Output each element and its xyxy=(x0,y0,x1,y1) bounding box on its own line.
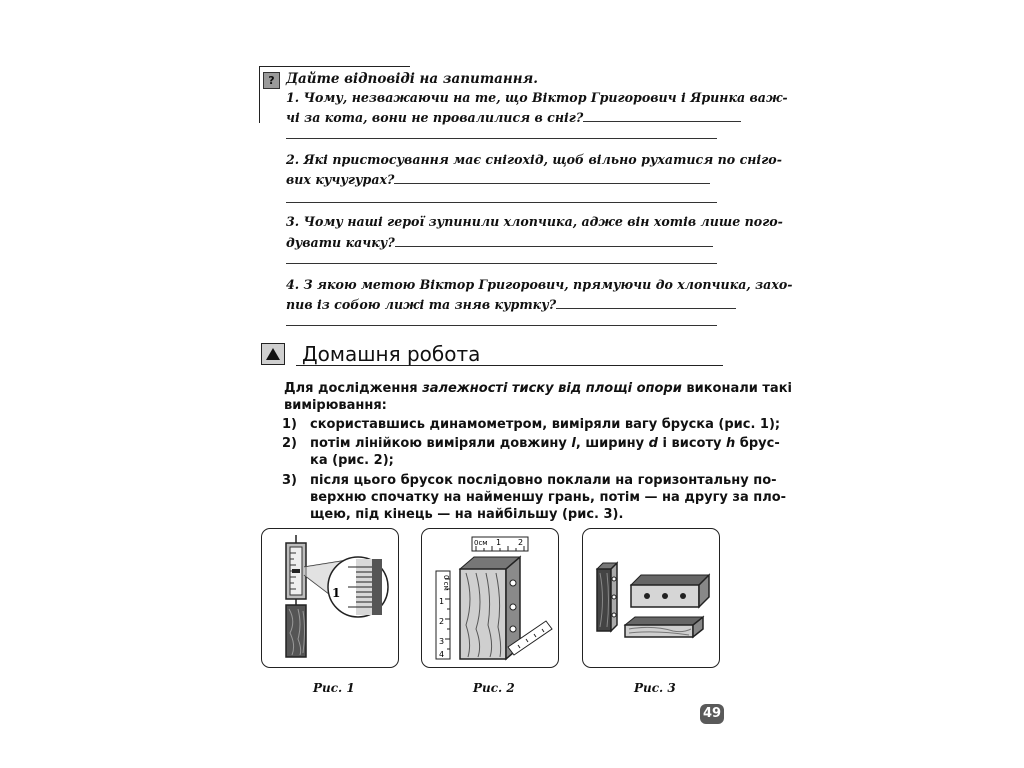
ruler-top-label: 1 xyxy=(496,538,502,547)
page-number-badge: 49 xyxy=(700,704,724,724)
figure-2-ruler-block xyxy=(421,528,559,668)
triangle-icon xyxy=(261,343,285,365)
answer-line[interactable] xyxy=(394,170,710,184)
dynamometer-illustration xyxy=(262,529,399,668)
question-4-line1: 4. З якою метою Віктор Григорович, прямуючи до хлопчика, захо- xyxy=(286,277,793,292)
ruler-block-illustration xyxy=(422,529,559,668)
homework-intro-line2: вимірювання: xyxy=(284,398,387,413)
ruler-left-label: 2 xyxy=(439,617,445,626)
homework-rule xyxy=(296,365,723,366)
ruler-left-label: 3 xyxy=(439,637,445,646)
answer-rule[interactable] xyxy=(286,325,717,326)
answer-rule[interactable] xyxy=(286,202,717,203)
answer-line[interactable] xyxy=(556,295,736,309)
question-2-line2: вих кучугурах? xyxy=(286,170,710,187)
step-1-text: скориставшись динамометром, виміряли вагу бруска (рис. 1); xyxy=(310,417,781,432)
ruler-top-label: 0см xyxy=(474,539,488,547)
question-1-line1: 1. Чому, незважаючи на те, що Віктор Григорович і Яринка важ- xyxy=(286,90,788,105)
step-3-text-line2: верхню спочатку на найменшу грань, потім — на другу за пло- xyxy=(310,490,787,505)
step-3-text-line3: щею, під кінець — на найбільшу (рис. 3). xyxy=(310,507,624,522)
answer-rule[interactable] xyxy=(286,138,717,139)
question-3-line2: дувати качку? xyxy=(286,233,713,250)
answer-line[interactable] xyxy=(583,108,741,122)
figure-2-caption: Рис. 2 xyxy=(473,681,515,695)
step-2-text: потім лінійкою виміряли довжину l, ширину d і висоту h брус- xyxy=(310,436,780,451)
ruler-left-label: 0 см xyxy=(442,575,450,591)
question-1-line2: чі за кота, вони не провалилися в сніг? xyxy=(286,108,741,125)
ruler-left-label: 4 xyxy=(439,650,445,659)
step-3-number: 3) xyxy=(282,473,297,488)
question-mark-icon: ? xyxy=(263,72,280,89)
step-3-text: після цього брусок послідовно поклали на горизонтальну по- xyxy=(310,473,777,488)
homework-intro: Для дослідження залежності тиску від площі опори виконали такі xyxy=(284,381,792,396)
homework-title: Домашня робота xyxy=(302,342,481,366)
block-positions-illustration xyxy=(583,529,720,668)
scale-label: 1 xyxy=(332,586,341,600)
question-3-line1: 3. Чому наші герої зупинили хлопчика, адже він хотів лише пого- xyxy=(286,214,783,229)
ruler-left-label: 1 xyxy=(439,597,445,606)
question-2-line1: 2. Які пристосування має снігохід, щоб вільно рухатися по сніго- xyxy=(286,152,782,167)
figure-1-dynamometer xyxy=(261,528,399,668)
figure-3-block-positions xyxy=(582,528,720,668)
question-4-line2: пив із собою лижі та зняв куртку? xyxy=(286,295,736,312)
answer-line[interactable] xyxy=(395,233,713,247)
figure-3-caption: Рис. 3 xyxy=(634,681,676,695)
step-2-number: 2) xyxy=(282,436,297,451)
figure-1-caption: Рис. 1 xyxy=(313,681,355,695)
questions-heading: Дайте відповіді на запитання. xyxy=(286,71,538,87)
step-1-number: 1) xyxy=(282,417,297,432)
ruler-top-label: 2 xyxy=(518,538,524,547)
step-2-text-line2: ка (рис. 2); xyxy=(310,453,394,468)
answer-rule[interactable] xyxy=(286,263,717,264)
